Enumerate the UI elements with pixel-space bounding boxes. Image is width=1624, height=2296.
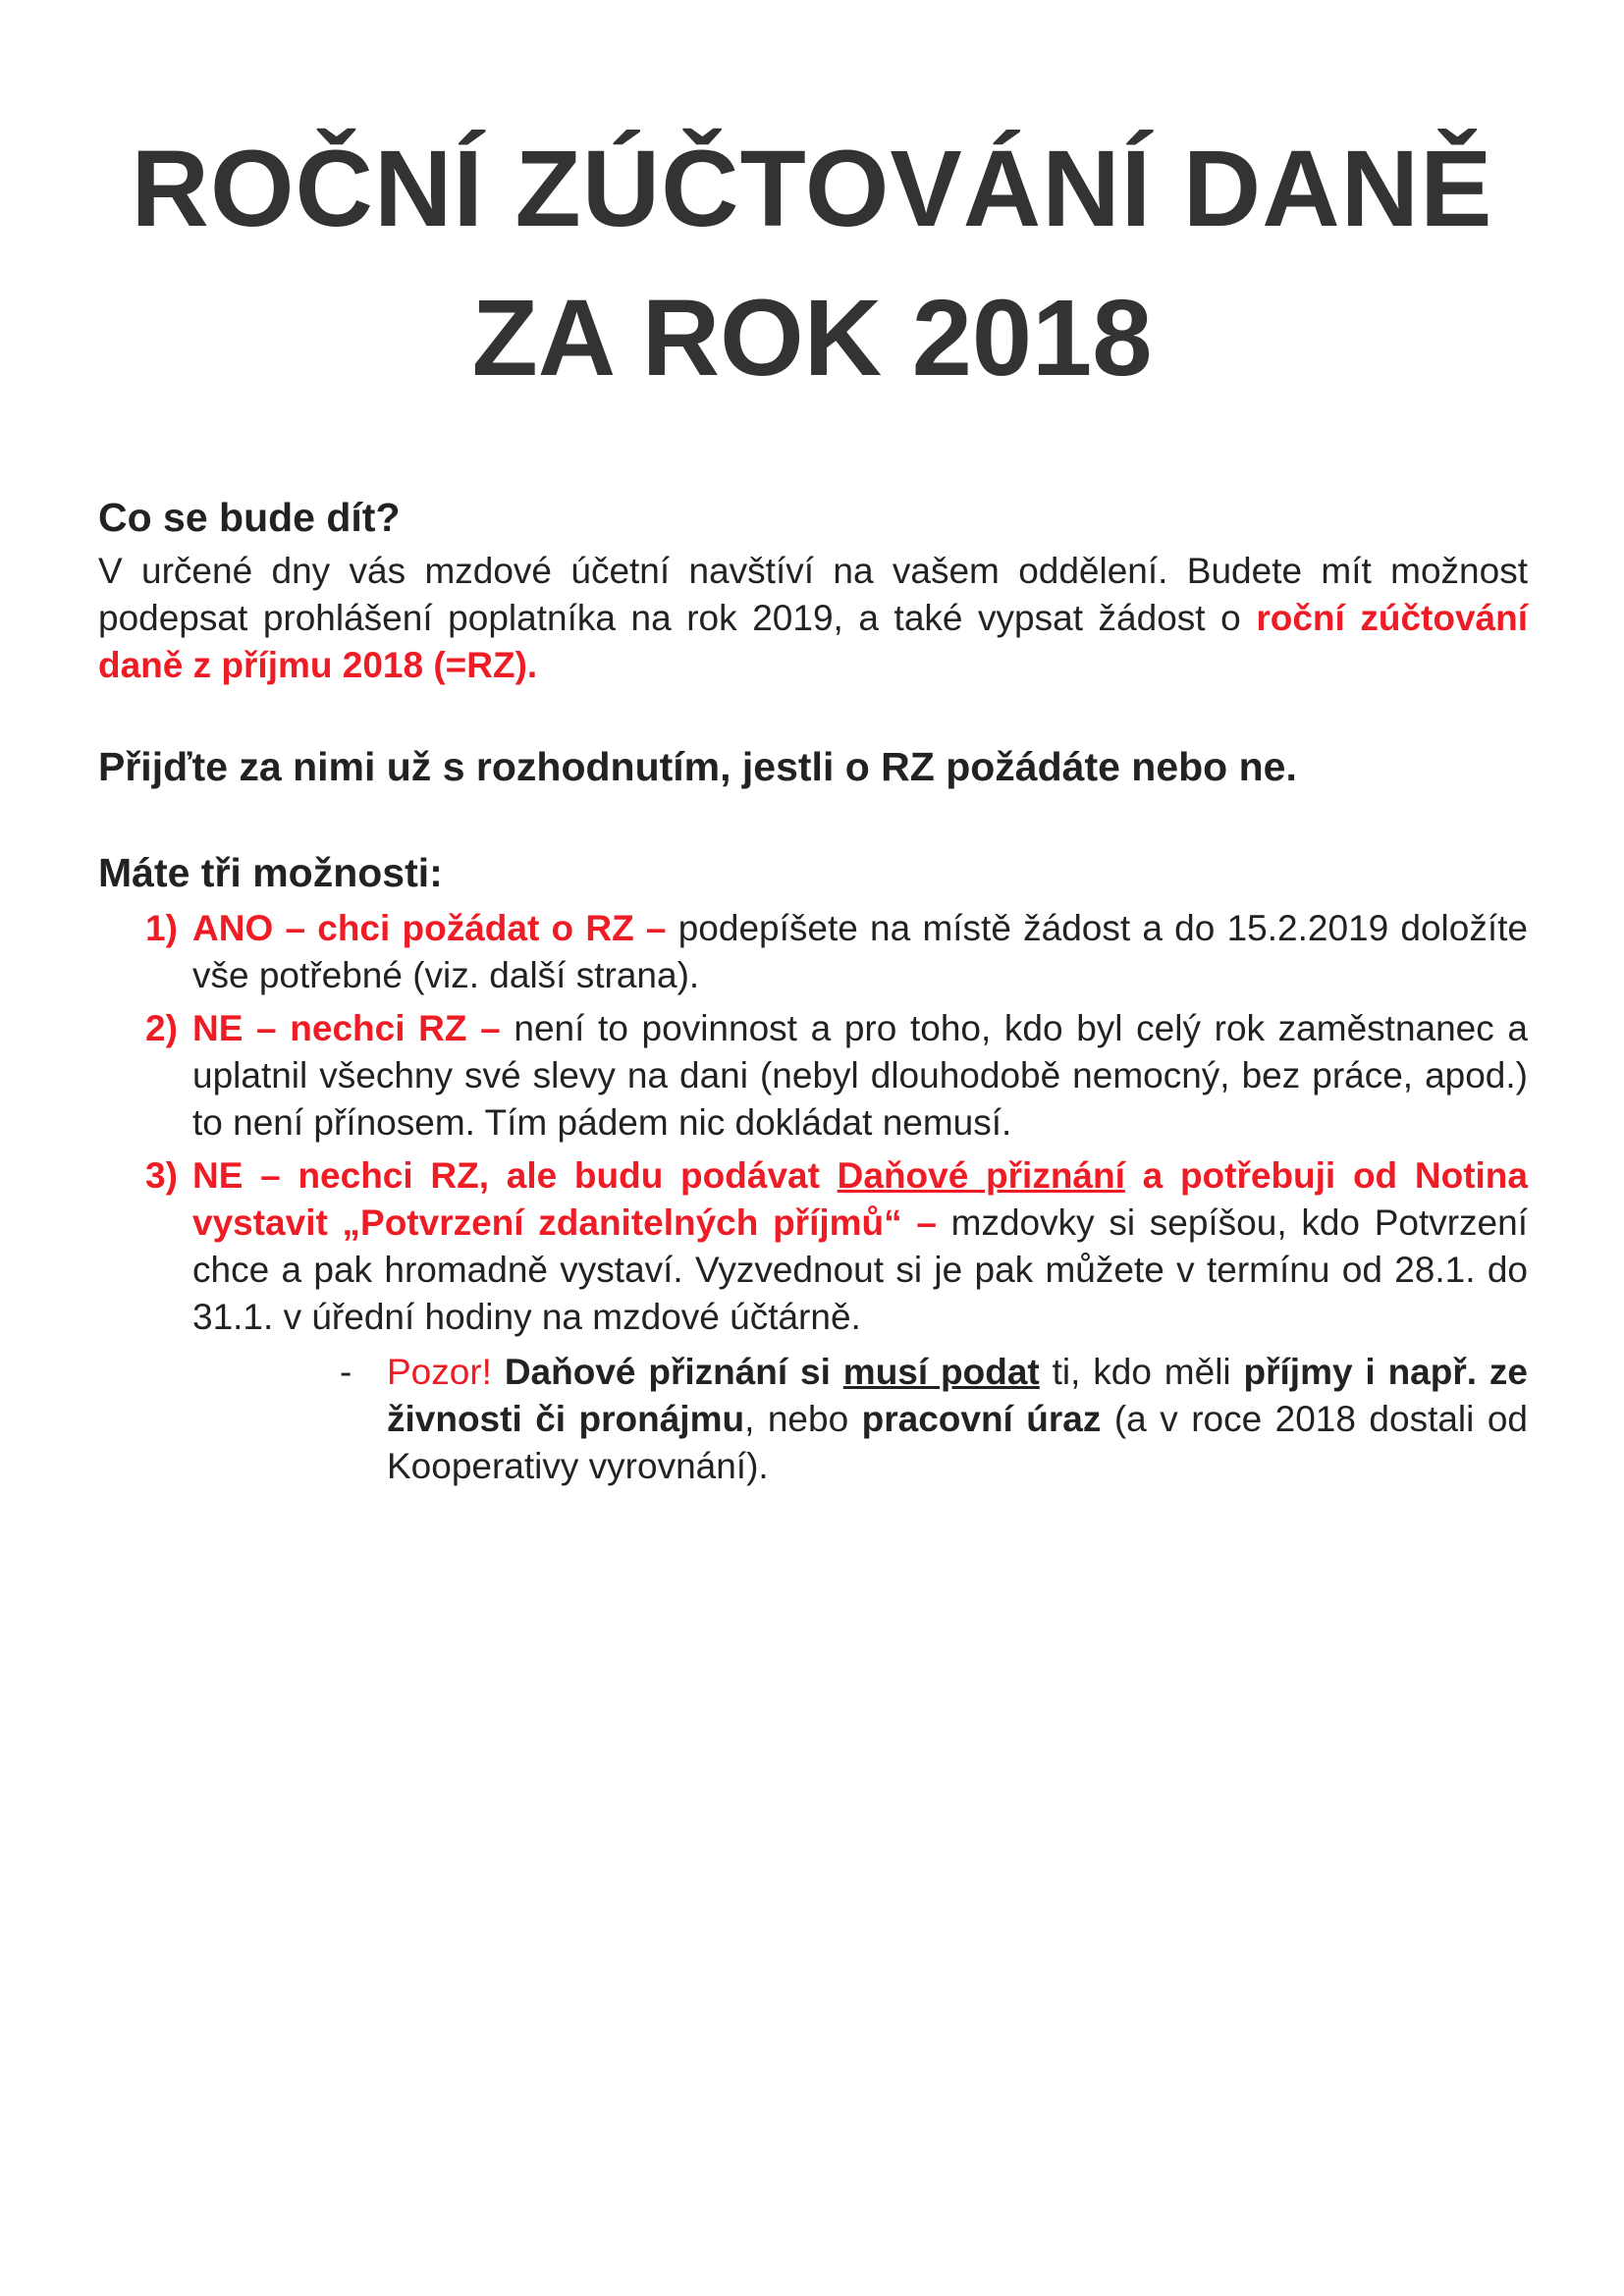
intro-text: V určené dny vás mzdové účetní navštíví na vašem oddělení. Budete mít možnost podepsat prohlášení poplatníka na rok 2019, a také vypsat žádost o: [98, 551, 1528, 638]
option-highlight-underlined: Daňové přiznání: [837, 1155, 1125, 1196]
option-highlight-continued: a potřebuji od Notina vystavit „Potvrzení zdanitelných příjmů“ –: [192, 1155, 1528, 1243]
document-title-line2: ZA ROK 2018: [471, 278, 1153, 399]
option-number: 1): [145, 908, 178, 948]
lead-statement: Přijďte za nimi už s rozhodnutím, jestli o RZ požádáte nebo ne.: [98, 744, 1297, 789]
document-title-line1: ROČNÍ ZÚČTOVÁNÍ DANĚ: [131, 129, 1493, 249]
note-bold-underlined: musí podat: [842, 1352, 1040, 1392]
option-number: 2): [145, 1008, 178, 1048]
note-bold-income: příjmy i např. ze živnosti či pronájmu: [387, 1352, 1528, 1439]
option-text: podepíšete na místě žádost a do 15.2.2019 doložíte vše potřebné (viz. další strana).: [192, 908, 1528, 995]
option-highlight: NE – nechci RZ, ale budu podávat: [192, 1155, 838, 1196]
intro-paragraph: [98, 548, 1528, 689]
note-text: , nebo: [744, 1399, 862, 1439]
note-bold-injury: pracovní úraz: [861, 1399, 1102, 1439]
intro-highlight: roční zúčtování daně z příjmu 2018 (=RZ).: [98, 598, 1528, 685]
option-item-2: [98, 1005, 1528, 1147]
option-highlight: NE – nechci RZ –: [192, 1008, 501, 1048]
option-highlight: ANO – chci požádat o RZ –: [192, 908, 667, 948]
note-bullet: -: [340, 1352, 352, 1392]
note-warning: Pozor!: [387, 1352, 505, 1392]
note-bold-text: Daňové přiznání si: [504, 1352, 843, 1392]
options-heading: Máte tři možnosti:: [98, 850, 443, 895]
note-text: (a v roce 2018 dostali od Kooperativy vyrovnání).: [387, 1399, 1528, 1486]
option-number: 3): [145, 1155, 178, 1196]
warning-note: [98, 1349, 1528, 1490]
intro-heading: Co se bude dít?: [98, 495, 401, 540]
document-content: [98, 491, 1528, 1490]
option-text: není to povinnost a pro toho, kdo byl celý rok zaměstnanec a uplatnil všechny své slevy na dani (nebyl dlouhodobě nemocný, bez práce, apod.) to není přínosem. Tím pádem nic dokládat nemusí.: [192, 1008, 1528, 1143]
option-text: mzdovky si sepíšou, kdo Potvrzení chce a pak hromadně vystaví. Vyzvednout si je pak můžete v termínu od 28.1. do 31.1. v úřední hodiny na mzdové účtárně.: [192, 1202, 1528, 1337]
note-text: ti, kdo měli: [1039, 1352, 1244, 1392]
option-item-1: [98, 905, 1528, 999]
option-item-3: [98, 1152, 1528, 1341]
